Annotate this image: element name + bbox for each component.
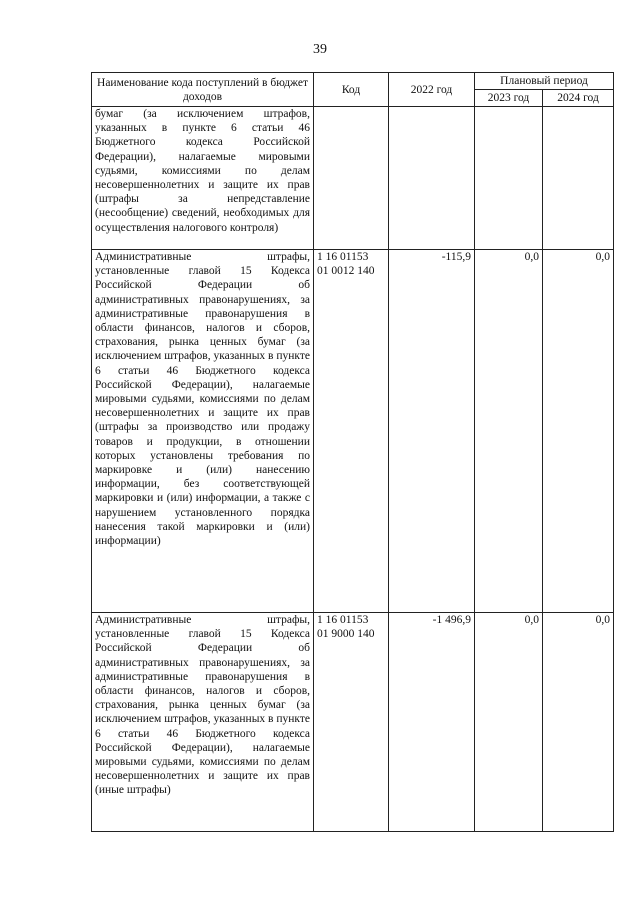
table-header-row [92,73,614,90]
header-year-2022: 2022 год [389,73,475,107]
row-value-2024: 0,0 [543,250,614,613]
header-year-2024: 2024 год [543,90,614,107]
row-value-2024: 0,0 [543,613,614,832]
header-code: Код [314,73,389,107]
table-row [92,250,614,613]
table-row [92,613,614,832]
header-name: Наименование кода поступлений в бюджет доходов [92,73,314,107]
row-code [314,250,389,613]
row-value-2023: 0,0 [475,613,543,832]
row-name: Административные штрафы, установленные главой 15 Кодекса Российской Федерации об административных правонарушениях, за административные правонарушения в области финансов, налогов и сборов, страхования, рынка ценных бумаг (за исключением штрафов, указанных в пункте 6 статьи 46 Бюджетного кодекса Российской Федерации), налагаемые мировыми судьями, комиссиями по делам несовершеннолетних и защите их прав (штрафы за производство или продажу товаров и продукции, в отношении которых установлены требования по маркировке и (или) нанесению информации, без соответствующей маркировки и (или) информации, а также с нарушением установленного порядка нанесения такой маркировки и (или) информации) [92,250,314,613]
row-code [314,613,389,832]
row-value-2024 [543,107,614,250]
row-code-line1: 1 16 01153 [317,614,369,626]
budget-revenue-table [91,72,614,832]
table-row [92,107,614,250]
row-value-2023: 0,0 [475,250,543,613]
row-code-line1: 1 16 01153 [317,251,369,263]
row-code-line2: 01 0012 140 [317,265,375,277]
row-code [314,107,389,250]
row-name: Административные штрафы, установленные главой 15 Кодекса Российской Федерации об административных правонарушениях, за административные правонарушения в области финансов, налогов и сборов, страхования, рынка ценных бумаг (за исключением штрафов, указанных в пункте 6 статьи 46 Бюджетного кодекса Российской Федерации), налагаемые мировыми судьями, комиссиями по делам несовершеннолетних и защите их прав (иные штрафы) [92,613,314,832]
header-planning-period: Плановый период [475,73,614,90]
header-year-2023: 2023 год [475,90,543,107]
row-value-2022: -1 496,9 [389,613,475,832]
row-value-2022 [389,107,475,250]
row-code-line2: 01 9000 140 [317,628,375,640]
row-name: бумаг (за исключением штрафов, указанных в пункте 6 статьи 46 Бюджетного кодекса Российской Федерации), налагаемые мировыми судьями, комиссиями по делам несовершеннолетних и защите их прав (штрафы за непредставление (несообщение) сведений, необходимых для осуществления налогового контроля) [92,107,314,250]
row-value-2023 [475,107,543,250]
row-value-2022: -115,9 [389,250,475,613]
page-number: 39 [313,42,327,57]
